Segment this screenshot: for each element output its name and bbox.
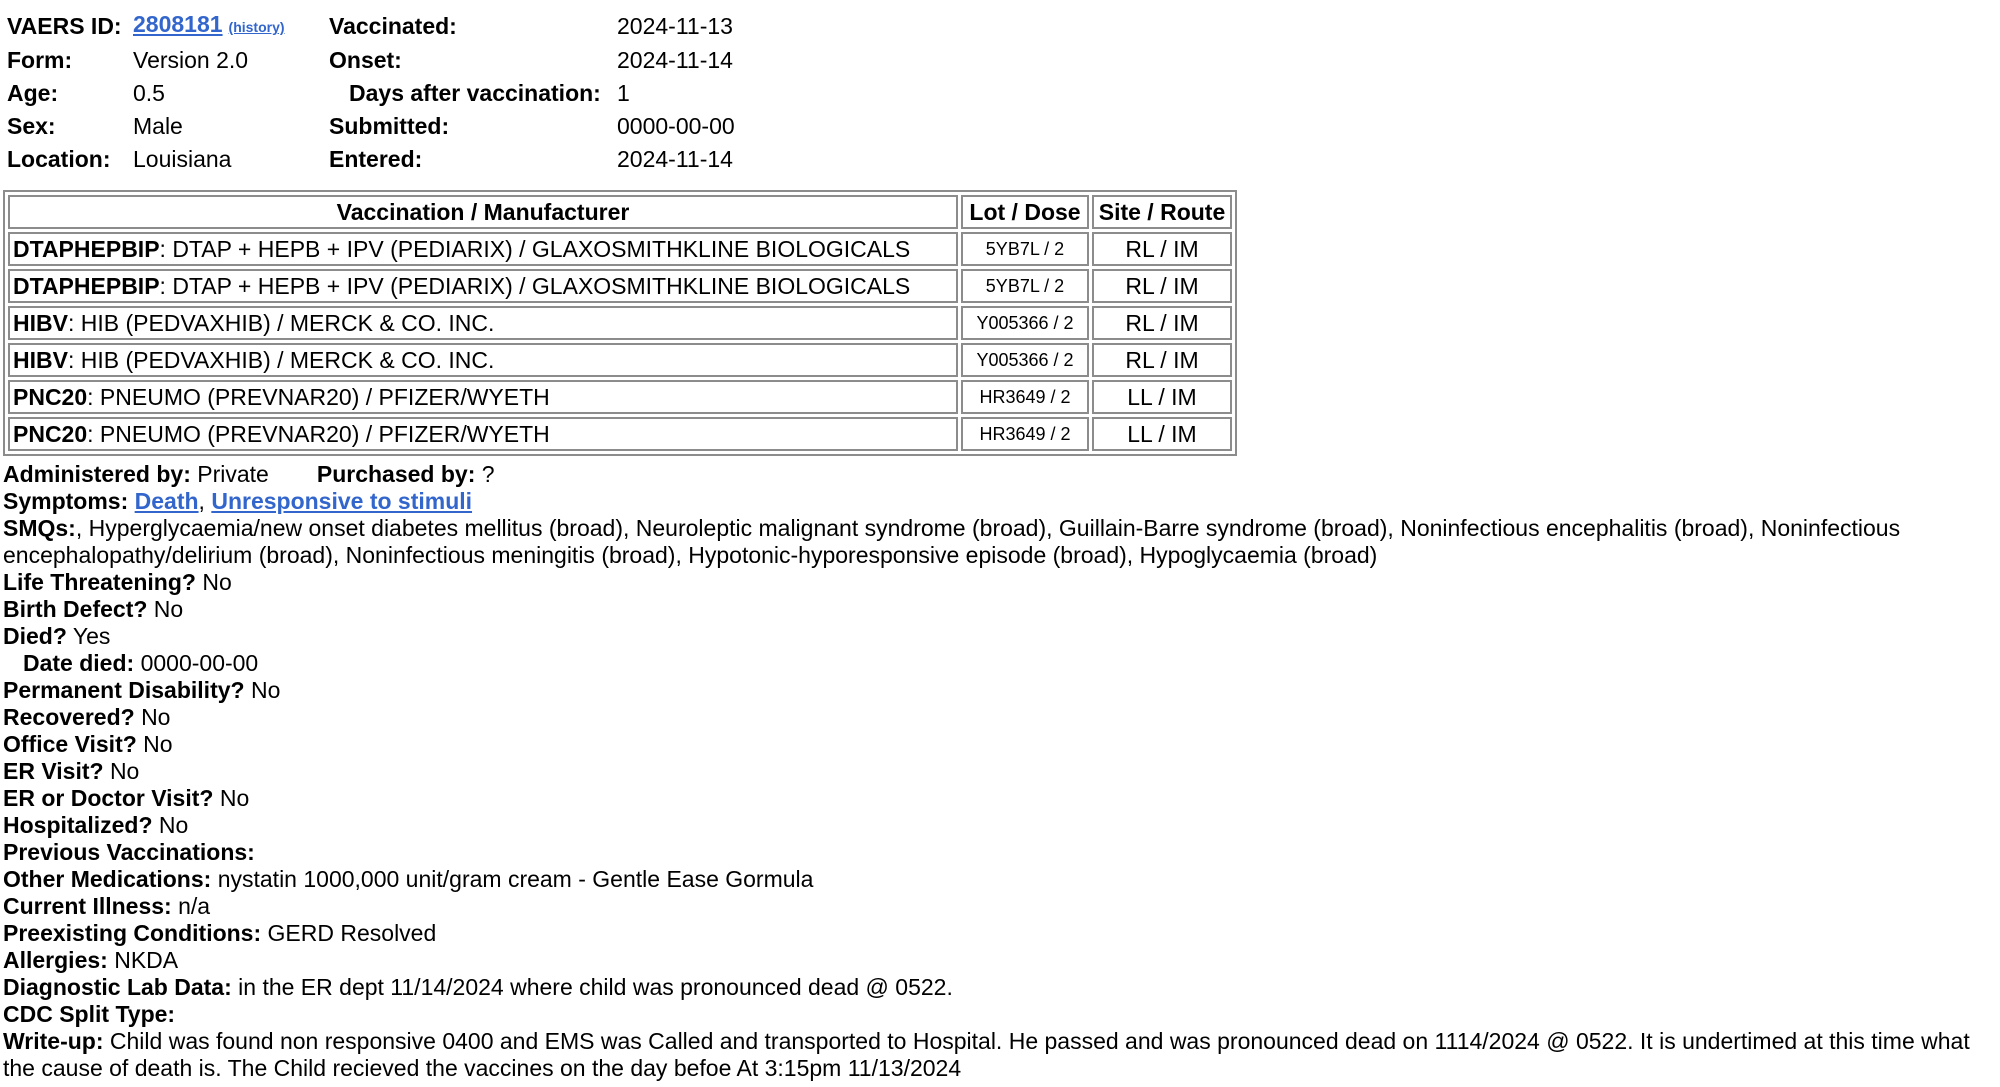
diag-lab-label: Diagnostic Lab Data: (3, 974, 232, 1000)
date-died-row (3, 650, 1998, 677)
birth-defect-row (3, 596, 1998, 623)
died-label: Died? (3, 623, 67, 649)
purchased-label: Purchased by: (316, 461, 476, 487)
site-route-cell: RL / IM (1092, 232, 1232, 266)
vaccination-table (3, 190, 1237, 456)
location-label: Location: (7, 146, 111, 172)
table-row (8, 269, 1232, 303)
vaccine-cell (8, 343, 958, 377)
days-after-label: Days after vaccination: (349, 80, 601, 106)
life-threatening-value: No (202, 569, 232, 595)
age-label: Age: (7, 80, 59, 106)
form-value: Version 2.0 (133, 47, 249, 73)
preexisting-label: Preexisting Conditions: (3, 920, 262, 946)
writeup-row (3, 1028, 1998, 1082)
col-site-route: Site / Route (1092, 195, 1232, 229)
vaers-id-link[interactable]: 2808181 (133, 11, 223, 37)
submitted-label: Submitted: (329, 113, 450, 139)
er-doctor-row (3, 785, 1998, 812)
vaccinated-value: 2024-11-13 (617, 12, 733, 39)
vaccine-cell (8, 417, 958, 451)
site-route-cell: RL / IM (1092, 269, 1232, 303)
report-header (3, 8, 739, 176)
recovered-label: Recovered? (3, 704, 135, 730)
days-after-value: 1 (617, 80, 630, 106)
hospitalized-value: No (158, 812, 189, 838)
lot-dose-cell: HR3649 / 2 (961, 380, 1089, 414)
vaccine-code: PNC20 (13, 383, 88, 410)
vaccine-cell (8, 232, 958, 266)
smqs-row (3, 515, 1998, 569)
smqs-label: SMQs: (3, 515, 76, 541)
form-label: Form: (7, 47, 73, 73)
administered-row (3, 461, 1998, 488)
vaccine-desc: : HIB (PEDVAXHIB) / MERCK & CO. INC. (67, 309, 495, 336)
date-died-value: 0000-00-00 (140, 650, 259, 676)
site-route-cell: RL / IM (1092, 306, 1232, 340)
diag-lab-row (3, 974, 1998, 1001)
symptom-link-death[interactable]: Death (134, 488, 199, 514)
vaccine-desc: : PNEUMO (PREVNAR20) / PFIZER/WYETH (87, 383, 550, 410)
entered-label: Entered: (329, 146, 423, 172)
vaers-id-label: VAERS ID: (7, 12, 122, 39)
table-row (8, 343, 1232, 377)
site-route-cell: RL / IM (1092, 343, 1232, 377)
writeup-value: Child was found non responsive 0400 and EMS was Called and transported to Hospital. He passed and was pronounced dead on 1114/2024 @ 0522. It is undertimed at this time what the cause of death is. The Child recieved the vaccines on the day befoe At 3:15pm 11/13/2024 (3, 1028, 1970, 1081)
er-visit-row (3, 758, 1998, 785)
vaccine-desc: : DTAP + HEPB + IPV (PEDIARIX) / GLAXOSMITHKLINE BIOLOGICALS (159, 272, 911, 299)
diag-lab-value: in the ER dept 11/14/2024 where child was pronounced dead @ 0522. (238, 974, 953, 1000)
col-vaccination-manufacturer: Vaccination / Manufacturer (8, 195, 958, 229)
entered-value: 2024-11-14 (617, 146, 733, 172)
lot-dose-cell: 5YB7L / 2 (961, 232, 1089, 266)
birth-defect-label: Birth Defect? (3, 596, 148, 622)
birth-defect-value: No (153, 596, 184, 622)
smqs-value: , Hyperglycaemia/new onset diabetes mellitus (broad), Neuroleptic malignant syndrome (broad), Guillain-Barre syndrome (broad), Noninfectious encephalitis (broad), Noninfectious encephalopathy/delirium (broad), Noninfectious meningitis (broad), Hypotonic-hyporesponsive episode (broad), Hypoglycaemia (broad) (3, 515, 1901, 568)
allergies-row (3, 947, 1998, 974)
er-visit-label: ER Visit? (3, 758, 104, 784)
vaccine-code: PNC20 (13, 420, 88, 447)
vaccine-cell (8, 306, 958, 340)
vaccinated-label: Vaccinated: (329, 12, 457, 39)
vaccine-desc: : DTAP + HEPB + IPV (PEDIARIX) / GLAXOSMITHKLINE BIOLOGICALS (159, 235, 911, 262)
location-value: Louisiana (133, 146, 232, 172)
table-row (8, 417, 1232, 451)
onset-label: Onset: (329, 47, 402, 73)
administered-label: Administered by: (3, 461, 191, 487)
vaccine-desc: : HIB (PEDVAXHIB) / MERCK & CO. INC. (67, 346, 495, 373)
vaccine-code: DTAPHEPBIP (13, 272, 160, 299)
allergies-value: NKDA (114, 947, 179, 973)
vaccine-cell (8, 269, 958, 303)
vaccination-table-header (8, 195, 1232, 229)
office-visit-label: Office Visit? (3, 731, 137, 757)
lot-dose-cell: HR3649 / 2 (961, 417, 1089, 451)
symptom-link-unresponsive[interactable]: Unresponsive to stimuli (211, 488, 473, 514)
permanent-disability-value: No (250, 677, 281, 703)
life-threatening-row (3, 569, 1998, 596)
symptom-separator: , (198, 488, 212, 514)
symptoms-label: Symptoms: (3, 488, 129, 514)
vaers-id-cell (129, 8, 325, 44)
submitted-value: 0000-00-00 (617, 113, 735, 139)
vaccine-code: HIBV (13, 309, 68, 336)
cdc-split-row (3, 1001, 1998, 1028)
symptoms-row (3, 488, 1998, 515)
purchased-value: ? (481, 461, 495, 487)
allergies-label: Allergies: (3, 947, 108, 973)
report-details (3, 461, 1998, 1082)
date-died-label: Date died: (23, 650, 135, 676)
sex-value: Male (133, 113, 183, 139)
hospitalized-label: Hospitalized? (3, 812, 153, 838)
site-route-cell: LL / IM (1092, 417, 1232, 451)
other-meds-row (3, 866, 1998, 893)
history-link[interactable]: (history) (228, 19, 285, 35)
sex-label: Sex: (7, 113, 56, 139)
vaccine-code: HIBV (13, 346, 68, 373)
died-row (3, 623, 1998, 650)
lot-dose-cell: Y005366 / 2 (961, 343, 1089, 377)
writeup-label: Write-up: (3, 1028, 104, 1054)
er-doctor-value: No (219, 785, 250, 811)
life-threatening-label: Life Threatening? (3, 569, 196, 595)
office-visit-value: No (143, 731, 173, 757)
previous-vax-label: Previous Vaccinations: (3, 839, 255, 865)
vaccine-code: DTAPHEPBIP (13, 235, 160, 262)
lot-dose-cell: Y005366 / 2 (961, 306, 1089, 340)
table-row (8, 380, 1232, 414)
recovered-row (3, 704, 1998, 731)
preexisting-row (3, 920, 1998, 947)
col-lot-dose: Lot / Dose (961, 195, 1089, 229)
table-row (8, 232, 1232, 266)
other-meds-value: nystatin 1000,000 unit/gram cream - Gentle Ease Gormula (217, 866, 814, 892)
permanent-disability-row (3, 677, 1998, 704)
table-row (8, 306, 1232, 340)
vaccine-desc: : PNEUMO (PREVNAR20) / PFIZER/WYETH (87, 420, 550, 447)
current-illness-label: Current Illness: (3, 893, 172, 919)
office-visit-row (3, 731, 1998, 758)
er-visit-value: No (109, 758, 140, 784)
permanent-disability-label: Permanent Disability? (3, 677, 245, 703)
recovered-value: No (141, 704, 171, 730)
hospitalized-row (3, 812, 1998, 839)
current-illness-value: n/a (178, 893, 211, 919)
lot-dose-cell: 5YB7L / 2 (961, 269, 1089, 303)
age-value: 0.5 (133, 80, 165, 106)
administered-value: Private (197, 461, 269, 487)
other-meds-label: Other Medications: (3, 866, 212, 892)
previous-vax-row (3, 839, 1998, 866)
died-value: Yes (72, 623, 111, 649)
vaccine-cell (8, 380, 958, 414)
cdc-split-label: CDC Split Type: (3, 1001, 176, 1027)
site-route-cell: LL / IM (1092, 380, 1232, 414)
current-illness-row (3, 893, 1998, 920)
preexisting-value: GERD Resolved (267, 920, 437, 946)
er-doctor-label: ER or Doctor Visit? (3, 785, 214, 811)
onset-value: 2024-11-14 (617, 47, 733, 73)
